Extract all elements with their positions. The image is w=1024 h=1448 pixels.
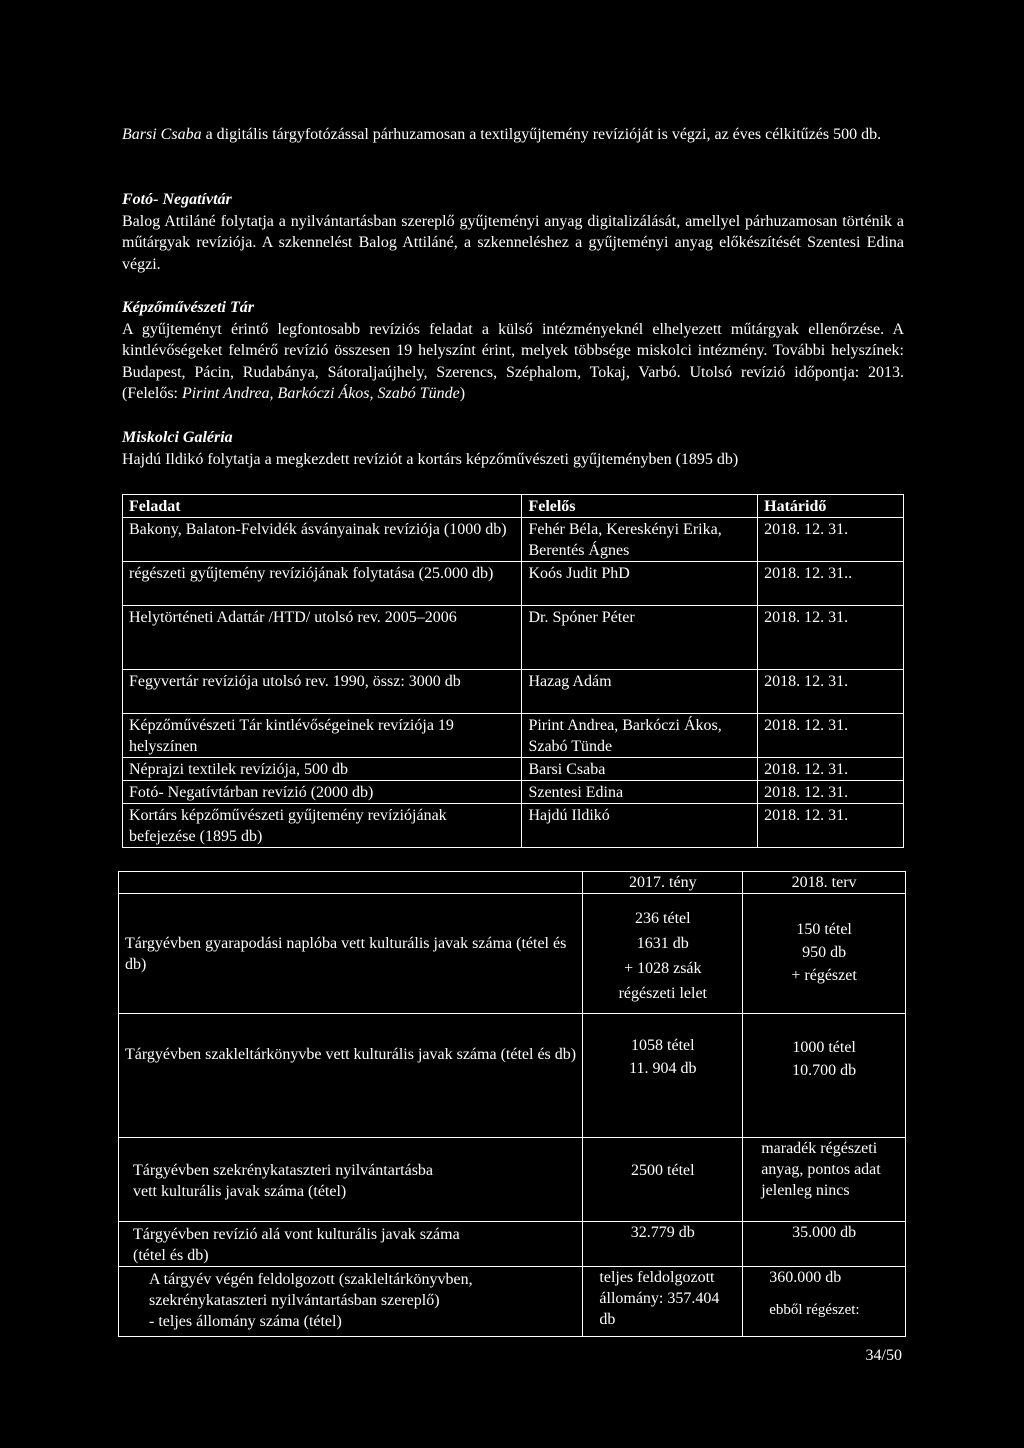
galeria-section <box>122 427 904 470</box>
responsible-cell: Fehér Béla, Kereskényi Erika, Berentés Ágnes <box>522 518 758 562</box>
stats-header-row <box>119 872 906 894</box>
stats-value-line: 236 tétel <box>635 910 691 927</box>
task-cell: Fotó- Negatívtárban revízió (2000 db) <box>123 781 522 804</box>
kepzo-section <box>122 297 904 405</box>
deadline-cell: 2018. 12. 31. <box>758 518 904 562</box>
responsible-cell: Koós Judit PhD <box>522 562 758 606</box>
stats-value-line: 1058 tétel <box>631 1037 695 1054</box>
deadline-cell: 2018. 12. 31. <box>758 606 904 670</box>
deadline-cell: 2018. 12. 31.. <box>758 562 904 606</box>
deadline-cell: 2018. 12. 31. <box>758 670 904 714</box>
table-row <box>123 606 904 670</box>
stats-value-2017: 32.779 db <box>583 1222 743 1267</box>
stats-row <box>119 1014 906 1138</box>
galeria-text: Hajdú Ildikó folytatja a megkezdett revíziót a kortárs képzőművészeti gyűjteményben (1895 db) <box>122 450 739 468</box>
responsible-cell: Dr. Spóner Péter <box>522 606 758 670</box>
stats-row <box>119 1267 906 1337</box>
intro-paragraph <box>122 124 904 146</box>
stats-value-2018 <box>743 894 906 1014</box>
task-cell: Néprajzi textilek revíziója, 500 db <box>123 758 522 781</box>
stats-label: Tárgyévben gyarapodási naplóba vett kulturális javak száma (tétel és db) <box>119 894 583 1014</box>
kepzo-responsible: Pirint Andrea, Barkóczi Ákos, Szabó Tünde <box>182 385 460 402</box>
kepzo-text: A gyűjteményt érintő legfontosabb revíziós feladat a külső intézményeknél elhelyezett műtárgyak ellenőrzése. A kintlévőségeket felmérő revízió összesen 19 helyszínt érint, melyek többsége miskolci intézmény. További helyszínek: Budapest, Pácin, Rudabánya, Sátoraljaújhely, Szerencs, Széphalom, Tokaj, Varbó. Utolsó revízió időpontja: 2013. (Felelős: <box>122 320 904 402</box>
page-number: 34/50 <box>865 1347 902 1364</box>
stats-value-line: + régészet <box>791 967 857 984</box>
table-row <box>123 804 904 848</box>
stats-value-line: régészeti lelet <box>618 985 707 1002</box>
table-row <box>123 518 904 562</box>
stats-row <box>119 1138 906 1222</box>
stats-label: Tárgyévben szekrénykataszteri nyilvántartásba vett kulturális javak száma (tétel) <box>119 1138 583 1222</box>
task-cell: Helytörténeti Adattár /HTD/ utolsó rev. 2005–2006 <box>123 606 522 670</box>
header-2018: 2018. terv <box>743 872 906 894</box>
stats-header-empty <box>119 872 583 894</box>
foto-section <box>122 189 904 275</box>
table-row <box>123 670 904 714</box>
foto-heading: Fotó- Negatívtár <box>122 191 232 208</box>
deadline-cell: 2018. 12. 31. <box>758 758 904 781</box>
kepzo-heading: Képzőművészeti Tár <box>122 299 254 316</box>
responsible-cell: Barsi Csaba <box>522 758 758 781</box>
stats-value-line: 360.000 db <box>769 1269 842 1286</box>
responsible-cell: Szentesi Edina <box>522 781 758 804</box>
stats-row <box>119 1222 906 1267</box>
intro-text: a digitális tárgyfotózással párhuzamosan a textilgyűjtemény revízióját is végzi, az éves célkitűzés 500 db. <box>201 126 882 143</box>
stats-value-2018 <box>743 1014 906 1138</box>
stats-value-line: 10.700 db <box>792 1062 857 1079</box>
header-responsible: Felelős <box>522 495 758 518</box>
task-cell: Kortárs képzőművészeti gyűjtemény revíziójának befejezése (1895 db) <box>123 804 522 848</box>
stats-value-2018: maradék régészeti anyag, pontos adat jelenleg nincs <box>743 1138 906 1222</box>
stats-value-line: 11. 904 db <box>629 1060 697 1077</box>
stats-value-line: 1000 tétel <box>792 1039 856 1056</box>
header-task: Feladat <box>123 495 522 518</box>
stats-label-line: A tárgyév végén feldolgozott (szakleltárkönyvben, szekrénykataszteri nyilvántartásban szereplő) <box>149 1271 473 1309</box>
table-row <box>123 562 904 606</box>
responsible-cell: Hajdú Ildikó <box>522 804 758 848</box>
stats-label <box>119 1267 583 1337</box>
stats-value-line: 150 tétel <box>796 921 852 938</box>
revision-tasks-table <box>122 494 904 848</box>
header-2017: 2017. tény <box>583 872 743 894</box>
stats-value-line: ebből régészet: <box>769 1302 860 1318</box>
deadline-cell: 2018. 12. 31. <box>758 804 904 848</box>
intro-name: Barsi Csaba <box>122 126 202 143</box>
table-row <box>123 758 904 781</box>
stats-value-2017: 2500 tétel <box>583 1138 743 1222</box>
deadline-cell: 2018. 12. 31. <box>758 714 904 758</box>
responsible-cell: Pirint Andrea, Barkóczi Ákos, Szabó Tünde <box>522 714 758 758</box>
stats-label-line: - teljes állomány száma (tétel) <box>149 1313 342 1330</box>
table-row <box>123 781 904 804</box>
stats-value-line: + 1028 zsák <box>624 960 702 977</box>
stats-label: Tárgyévben szakleltárkönyvbe vett kulturális javak száma (tétel és db) <box>119 1014 583 1138</box>
stats-value-2017: teljes feldolgozott állomány: 357.404 db <box>583 1267 743 1337</box>
responsible-cell: Hazag Adám <box>522 670 758 714</box>
header-deadline: Határidő <box>758 495 904 518</box>
task-cell: Bakony, Balaton-Felvidék ásványainak revíziója (1000 db) <box>123 518 522 562</box>
foto-text: Balog Attiláné folytatja a nyilvántartásban szereplő gyűjteményi anyag digitalizálását, amellyel párhuzamosan történik a műtárgyak revíziója. A szkennelést Balog Attiláné, a szkenneléshez a gyűjteményi anyag előkészítését Szentesi Edina végzi. <box>122 212 904 273</box>
task-cell: Fegyvertár revíziója utolsó rev. 1990, össz: 3000 db <box>123 670 522 714</box>
deadline-cell: 2018. 12. 31. <box>758 781 904 804</box>
task-cell: régészeti gyűjtemény revíziójának folytatása (25.000 db) <box>123 562 522 606</box>
stats-row <box>119 894 906 1014</box>
task-cell: Képzőművészeti Tár kintlévőségeinek revíziója 19 helyszínen <box>123 714 522 758</box>
stats-value-2018 <box>743 1267 906 1337</box>
table-row <box>123 714 904 758</box>
stats-value-line: 1631 db <box>636 935 689 952</box>
stats-label: Tárgyévben revízió alá vont kulturális javak száma (tétel és db) <box>119 1222 583 1267</box>
galeria-heading: Miskolci Galéria <box>122 429 233 446</box>
kepzo-close: ) <box>459 385 466 402</box>
stats-value-2017 <box>583 894 743 1014</box>
stats-value-2018: 35.000 db <box>743 1222 906 1267</box>
table-header-row <box>123 495 904 518</box>
stats-value-2017 <box>583 1014 743 1138</box>
stats-value-line: 950 db <box>802 944 847 961</box>
statistics-table <box>118 871 906 1337</box>
